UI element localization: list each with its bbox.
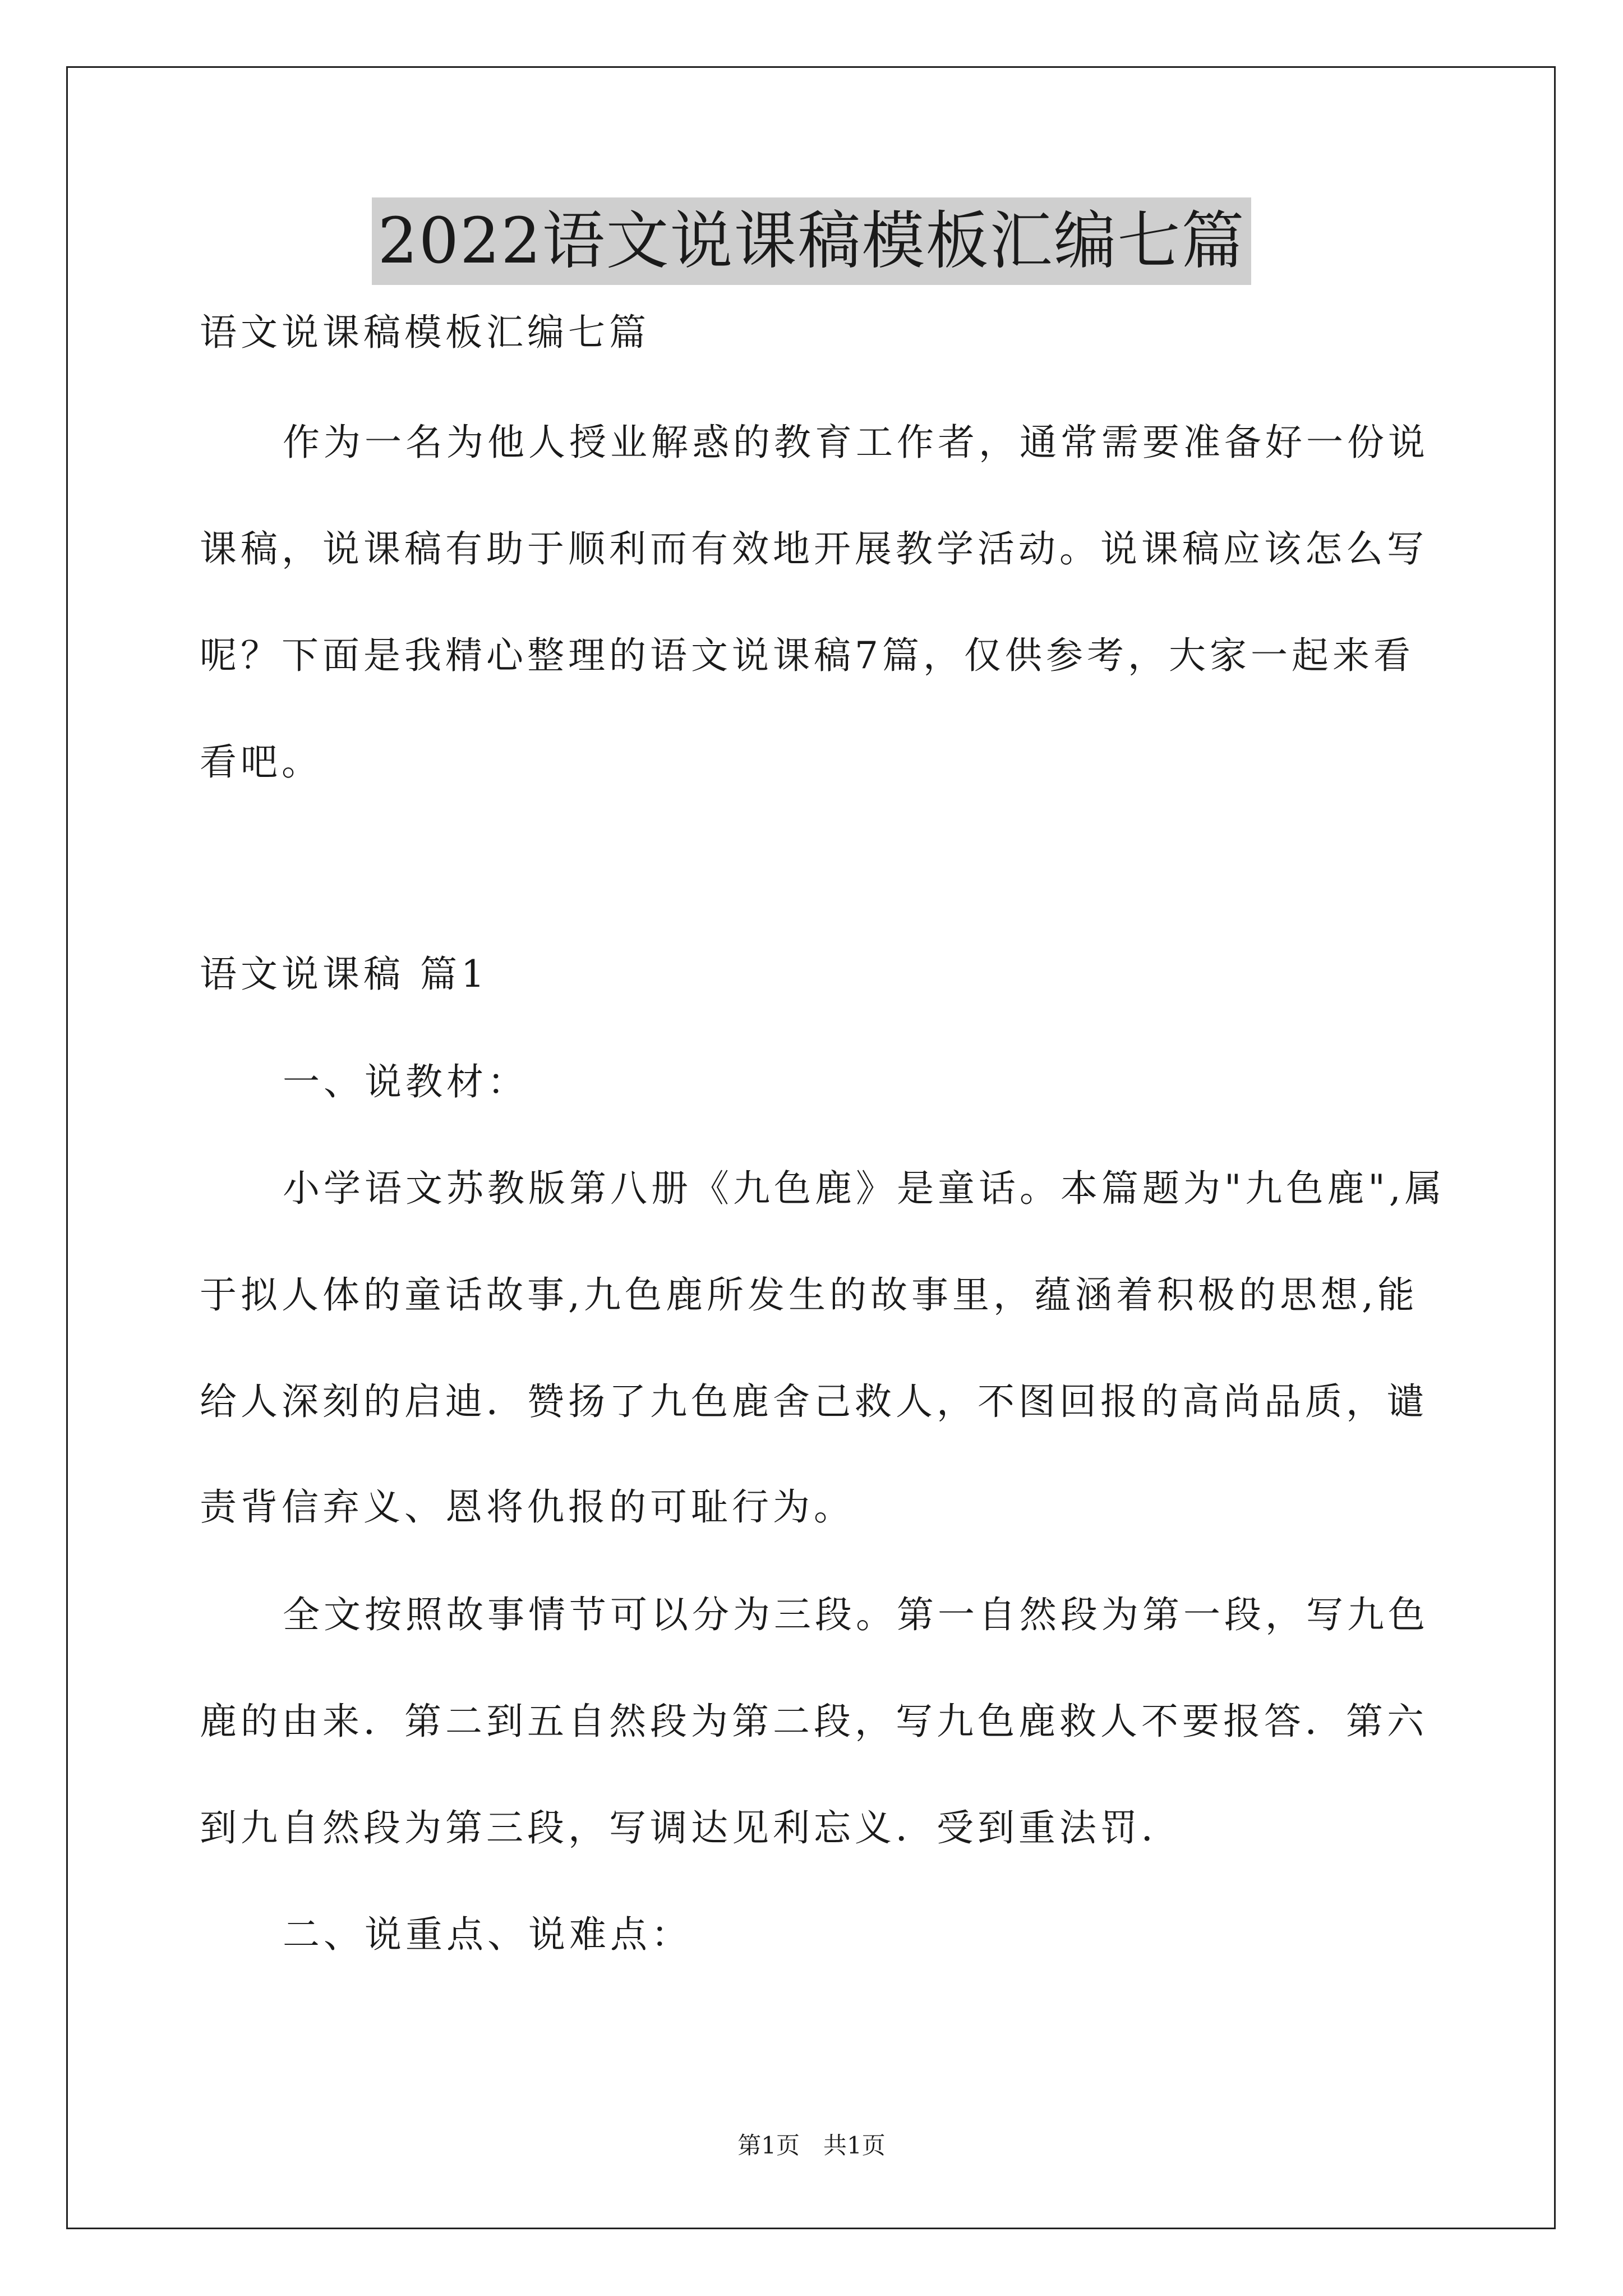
paragraph-line: 呢？下面是我精心整理的语文说课稿7篇，仅供参考，大家一起来看: [200, 634, 1414, 677]
paragraph-line: 看吧。: [200, 740, 322, 784]
paragraph-line: 责背信弃义、恩将仇报的可耻行为。: [200, 1485, 855, 1529]
paragraph-line: 全文按照故事情节可以分为三段。第一自然段为第一段，写九色: [283, 1593, 1429, 1636]
subtitle: 语文说课稿模板汇编七篇: [200, 311, 650, 354]
paragraph-line: 作为一名为他人授业解惑的教育工作者，通常需要准备好一份说: [283, 421, 1429, 464]
paragraph-line: 到九自然段为第三段，写调达见利忘义．受到重法罚．: [200, 1806, 1182, 1849]
paragraph-line: 于拟人体的童话故事,九色鹿所发生的故事里，蕴涵着积极的思想,能: [200, 1273, 1418, 1317]
subsection-heading: 二、说重点、说难点：: [283, 1913, 692, 1956]
paragraph-line: 小学语文苏教版第八册《九色鹿》是童话。本篇题为"九色鹿",属: [283, 1167, 1446, 1210]
section-heading: 语文说课稿 篇1: [200, 953, 488, 996]
title-container: [0, 197, 1623, 285]
paragraph-line: 鹿的由来．第二到五自然段为第二段，写九色鹿救人不要报答．第六: [200, 1700, 1428, 1743]
paragraph-line: 课稿，说课稿有助于顺利而有效地开展教学活动。说课稿应该怎么写: [200, 527, 1428, 570]
subsection-heading: 一、说教材：: [283, 1060, 528, 1103]
page-border: [66, 66, 1556, 2229]
page-footer: 第1页 共1页: [737, 2132, 886, 2159]
document-title: 2022语文说课稿模板汇编七篇: [372, 197, 1251, 285]
paragraph-line: 给人深刻的启迪．赞扬了九色鹿舍己救人，不图回报的高尚品质，谴: [200, 1380, 1428, 1423]
